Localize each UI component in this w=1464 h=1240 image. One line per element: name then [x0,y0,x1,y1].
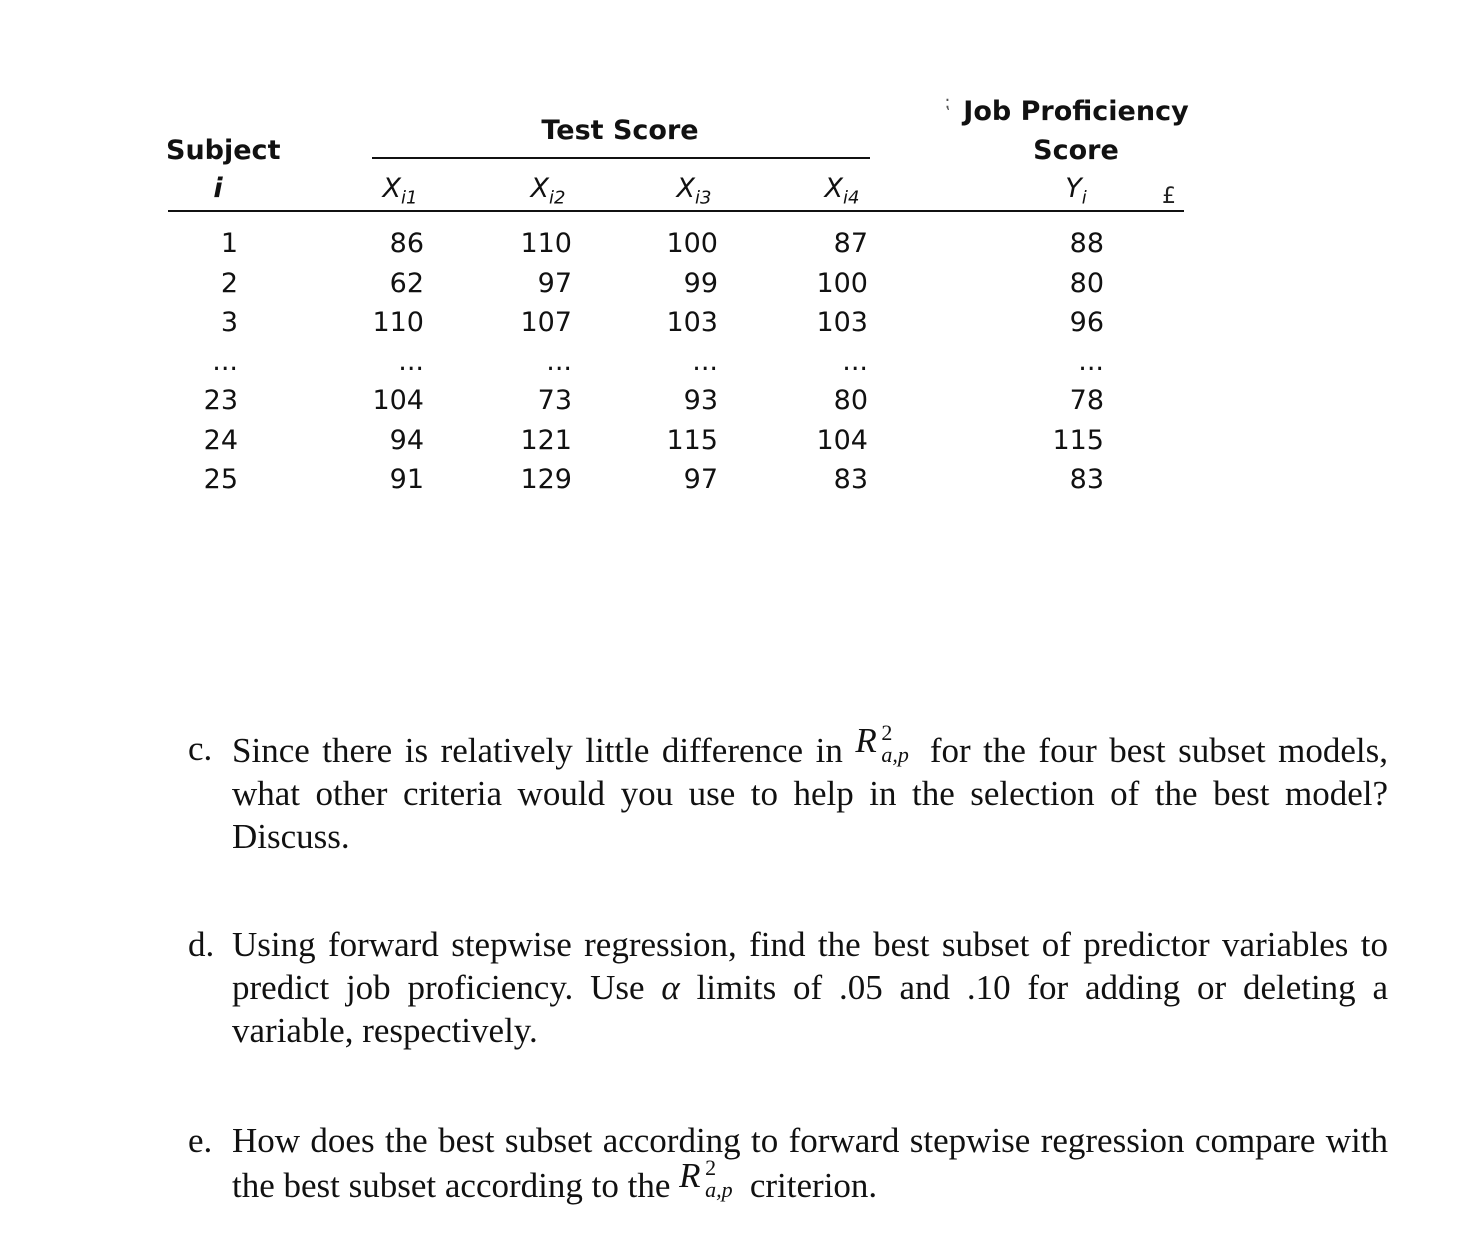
scan-mark: ⁏ [944,92,951,113]
question-d [188,923,1388,1052]
variable-label-x1: $X_{i1}$ [382,173,418,209]
table-cell-subject: 25 [203,464,238,495]
table-cell-x1: 86 [389,228,424,259]
table-cell-y: 78 [1069,385,1104,416]
table-cell-x3: 103 [666,307,718,338]
table-cell-x3: ... [692,346,718,377]
question-c-letter: c. [188,729,213,768]
table-cell-x3: 115 [666,425,718,456]
table-cell-x4: 87 [833,228,868,259]
table-cell-x1: 62 [389,268,424,299]
table-cell-x4: 103 [816,307,868,338]
table-cell-subject: 23 [203,385,238,416]
question-e-text: How does the best subset according to forward stepwise regression compare with the best subset according to the R 2 a,p criterion. [232,1121,1388,1205]
variable-label-y: $Y_i$ [1065,173,1087,209]
table-cell-x2: 107 [520,307,572,338]
test-score-header: Test Score [541,115,699,146]
table-cell-x4: 100 [816,268,868,299]
variable-label-x4: $X_{i4}$ [824,173,860,209]
table-cell-subject: 1 [220,228,238,259]
job-proficiency-header-line2: Score [1033,135,1119,166]
table-cell-x1: 104 [372,385,424,416]
table-cell-y: 88 [1069,228,1104,259]
table-cell-x4: 80 [833,385,868,416]
scan-mark-2: £ [1162,184,1176,209]
r-squared-adjusted-symbol-2: R 2 a,p [679,1155,733,1202]
variable-label-x2: $X_{i2}$ [530,173,566,209]
table-cell-y: 115 [1052,425,1104,456]
table-cell-subject: 2 [220,268,238,299]
data-table [0,0,1464,560]
variable-label-x3: $X_{i3}$ [676,173,712,209]
table-cell-x1: ... [398,346,424,377]
question-d-text: Using forward stepwise regression, find the best subset of predictor variables to predict job proficiency. Use α limits of .05 and .10 for adding or deleting a variable, respectively. [232,925,1389,1050]
table-cell-x1: 91 [389,464,424,495]
table-cell-x3: 99 [683,268,718,299]
question-e-letter: e. [188,1121,213,1160]
r-squared-adjusted-symbol: R 2 a,p [855,720,909,767]
question-d-letter: d. [188,925,215,964]
table-cell-x2: ... [546,346,572,377]
job-proficiency-header-line1: Job Proficiency [963,96,1189,127]
table-cell-x2: 129 [520,464,572,495]
question-c [188,720,1388,858]
question-c-text: Since there is relatively little difference in R 2 a,p for the four best subset models, what other criteria would you use to help in the selection of the best model? Discuss. [232,720,1388,856]
table-cell-x3: 93 [683,385,718,416]
test-score-rule [372,157,870,159]
table-cell-y: 80 [1069,268,1104,299]
subject-index-label: i [213,173,223,204]
table-cell-x4: 83 [833,464,868,495]
table-cell-x3: 97 [683,464,718,495]
table-cell-subject: 3 [220,307,238,338]
table-cell-y: ... [1078,346,1104,377]
table-cell-y: 83 [1069,464,1104,495]
table-cell-x1: 110 [372,307,424,338]
alpha-symbol: α [661,968,680,1007]
table-cell-x2: 121 [520,425,572,456]
table-cell-x4: 104 [816,425,868,456]
table-cell-subject: 24 [203,425,238,456]
table-cell-x2: 97 [537,268,572,299]
table-cell-x2: 73 [537,385,572,416]
table-cell-subject: ... [212,346,238,377]
question-e [188,1119,1388,1207]
subject-header: Subject [166,135,281,166]
table-cell-x3: 100 [666,228,718,259]
table-cell-y: 96 [1069,307,1104,338]
table-cell-x4: ... [842,346,868,377]
header-rule [168,210,1184,212]
table-cell-x2: 110 [520,228,572,259]
table-cell-x1: 94 [389,425,424,456]
